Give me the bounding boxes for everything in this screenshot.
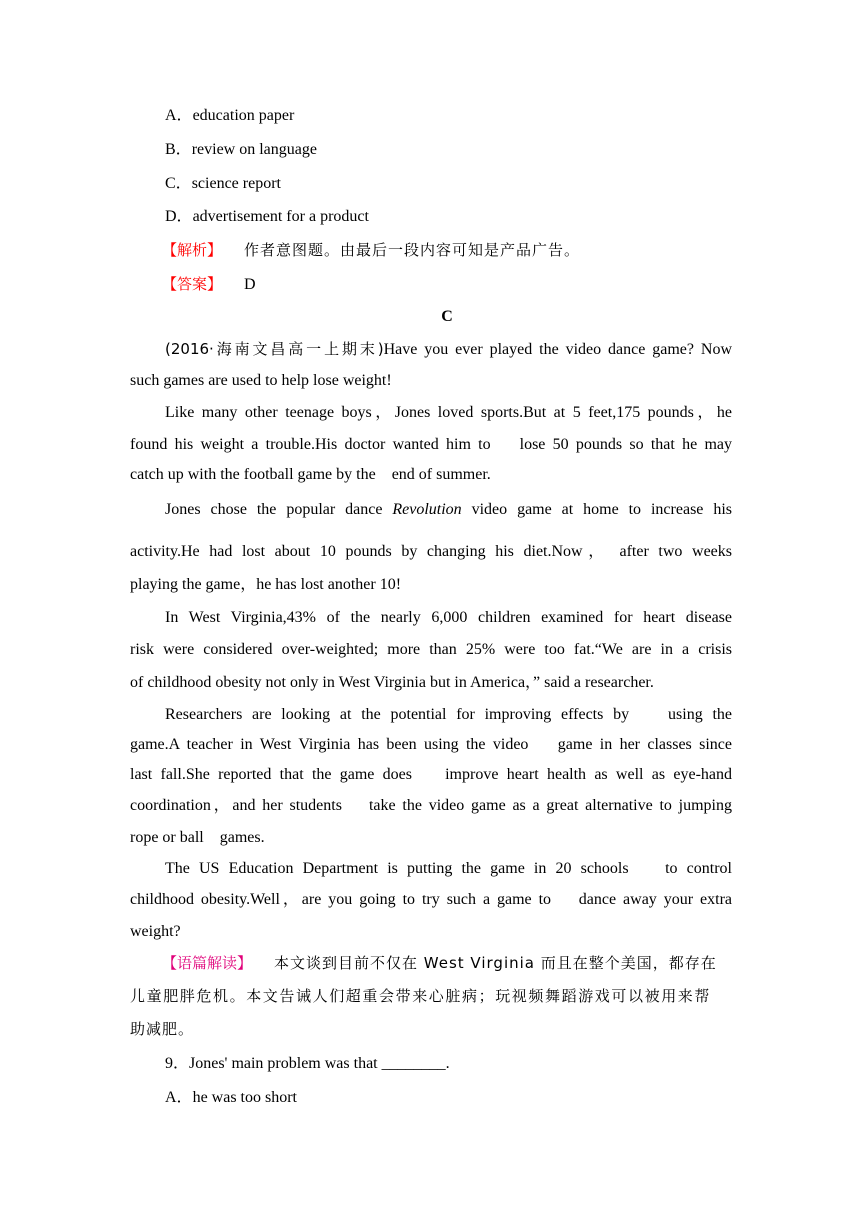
reading-note-line-1 <box>162 953 732 974</box>
question-9-stem: 9．Jones' main problem was that ________. <box>165 1055 450 1072</box>
option-c <box>165 174 732 194</box>
paragraph-text: Jones chose the popular dance <box>165 501 393 518</box>
reading-note-text: 本文谈到目前不仅在 West Virginia 而且在整个美国，都存在 <box>274 954 717 972</box>
paragraph-2-line-3: catch up with the football game by the end of summer. <box>130 466 491 483</box>
reading-note-line-3: 助减肥。 <box>130 1020 195 1038</box>
option-letter: C． <box>165 175 192 192</box>
paragraph-5-line-1: Researchers are looking at the potential for improving effects by using the <box>165 706 732 723</box>
option-text: advertisement for a product <box>192 208 369 225</box>
paragraph-3-line-1 <box>165 500 732 520</box>
option-text: education paper <box>192 107 295 124</box>
reading-note-label: 【语篇解读】 <box>162 954 253 972</box>
option-d <box>165 207 732 227</box>
answer-label: 【答案】 <box>162 275 223 293</box>
paragraph-4-line-1: In West Virginia,43% of the nearly 6,000 children examined for heart disease <box>165 609 732 626</box>
source-citation: (2016·海南文昌高一上期末) <box>165 340 384 358</box>
option-letter: A． <box>165 1089 193 1106</box>
paragraph-5-line-3: last fall.She reported that the game does improve heart health as well as eye-hand <box>130 766 732 783</box>
option-text: review on language <box>191 141 317 158</box>
paragraph-text: Have you ever played the video dance game? Now <box>383 341 732 358</box>
paragraph-5-line-5: rope or ball games. <box>130 829 265 846</box>
paragraph-text: video game at home to increase his <box>461 501 732 518</box>
paragraph-4-line-3: of childhood obesity not only in West Virginia but in America，” said a researcher. <box>130 674 654 691</box>
paragraph-6-line-1: The US Education Department is putting the game in 20 schools to control <box>165 860 732 877</box>
paragraph-2-line-2: found his weight a trouble.His doctor wanted him to lose 50 pounds so that he may <box>130 436 732 453</box>
game-title: Revolution <box>392 501 462 518</box>
option-b <box>165 140 732 160</box>
section-heading: C <box>441 308 453 325</box>
option-text: he was too short <box>192 1089 297 1106</box>
option-text: science report <box>191 175 281 192</box>
paragraph-6-line-2: childhood obesity.Well，are you going to try such a game to dance away your extra <box>130 891 732 908</box>
option-letter: A． <box>165 107 193 124</box>
paragraph-2-line-1: Like many other teenage boys，Jones loved sports.But at 5 feet,175 pounds，he <box>165 404 732 421</box>
question-9-option-a <box>165 1088 732 1108</box>
option-a <box>165 106 732 126</box>
paragraph-3-line-3: playing the game，he has lost another 10! <box>130 576 402 593</box>
paragraph-3-line-2: activity.He had lost about 10 pounds by changing his diet.Now， after two weeks <box>130 543 732 560</box>
paragraph-5-line-2: game.A teacher in West Virginia has been using the video game in her classes since <box>130 736 732 753</box>
paragraph-5-line-4: coordination，and her students take the video game as a great alternative to jumping <box>130 797 732 814</box>
option-letter: B． <box>165 141 192 158</box>
analysis-label: 【解析】 <box>162 241 223 259</box>
analysis-line <box>162 240 764 261</box>
paragraph-1-line-1 <box>165 339 732 360</box>
reading-note-line-2: 儿童肥胖危机。本文告诫人们超重会带来心脏病；玩视频舞蹈游戏可以被用来帮 <box>130 987 712 1005</box>
paragraph-1-line-2: such games are used to help lose weight! <box>130 372 392 389</box>
answer-line <box>162 274 764 295</box>
paragraph-6-line-3: weight? <box>130 923 181 940</box>
paragraph-4-line-2: risk were considered over-weighted; more than 25% were too fat.“We are in a crisis <box>130 641 732 658</box>
analysis-text: 作者意图题。由最后一段内容可知是产品广告。 <box>244 241 581 259</box>
answer-text: D <box>244 276 256 293</box>
option-letter: D． <box>165 208 193 225</box>
